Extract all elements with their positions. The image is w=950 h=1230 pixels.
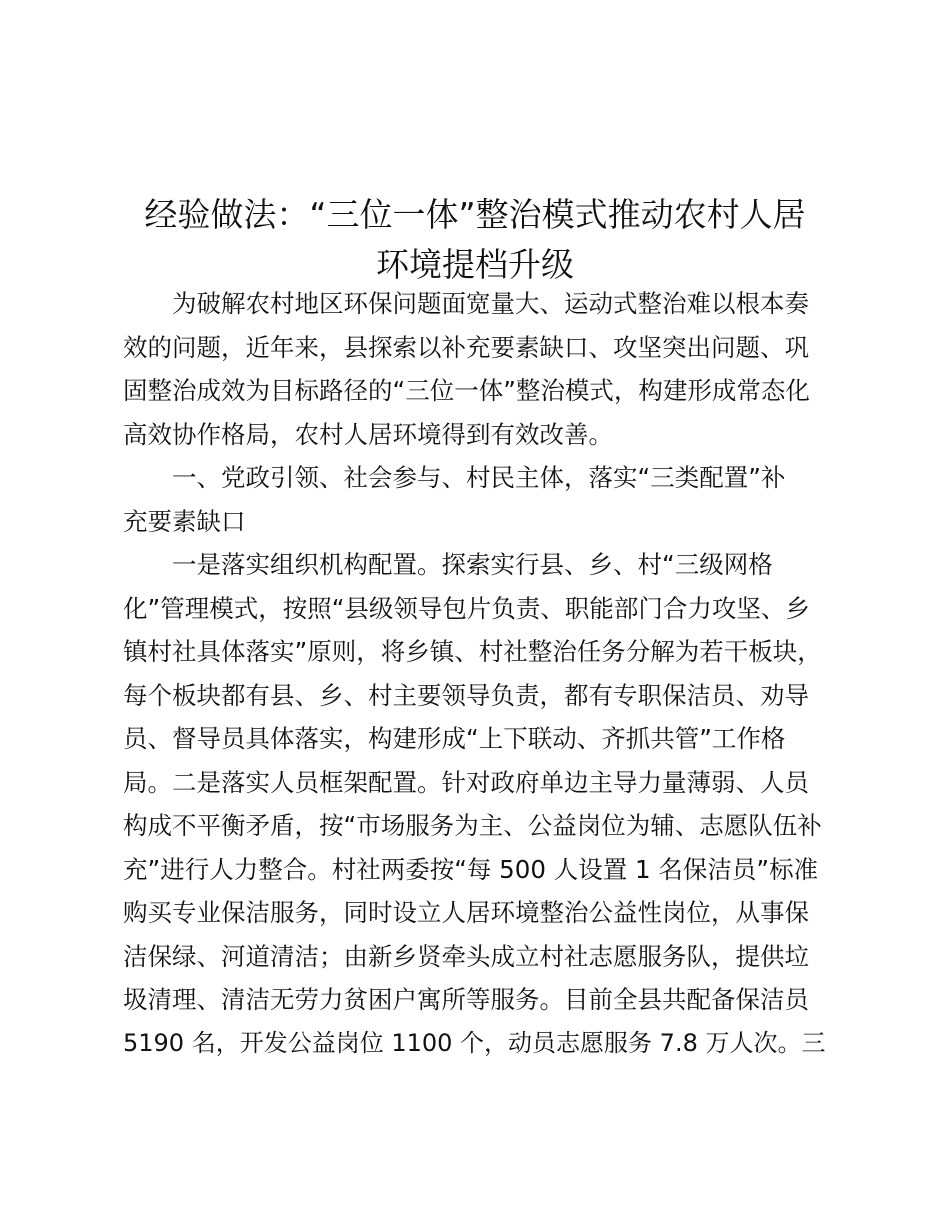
body-line: 化”管理模式，按照“县级领导包片负责、职能部门合力攻坚、乡 (123, 593, 810, 623)
body-line: 洁保绿、河道清洁；由新乡贤牵头成立村社志愿服务队，提供垃 (123, 941, 809, 971)
body-line: 镇村社具体落实”原则，将乡镇、村社整治任务分解为若干板块， (123, 637, 822, 666)
body-line: 充”进行人力整合。村社两委按“每 500 人设置 1 名保洁员”标准 (123, 854, 819, 884)
title-line-2: 环境提档升级 (376, 245, 574, 285)
section-heading-line: 一、党政引领、社会参与、村民主体，落实“三类配置”补 (172, 463, 786, 492)
body-line: 为破解农村地区环保问题面宽量大、运动式整治难以根本奏 (172, 289, 809, 318)
body-line: 圾清理、清洁无劳力贫困户寓所等服务。目前全县共配备保洁员 (123, 985, 809, 1014)
body-line: 固整治成效为目标路径的“三位一体”整治模式，构建形成常态化 (123, 376, 810, 405)
body-line: 高效协作格局，农村人居环境得到有效改善。 (123, 419, 613, 449)
body-line: 构成不平衡矛盾，按“市场服务为主、公益岗位为辅、志愿队伍补 (123, 811, 822, 840)
body-line: 购买专业保洁服务，同时设立人居环境整治公益性岗位，从事保 (123, 898, 809, 927)
document-body (123, 286, 833, 1069)
body-line: 局。二是落实人员框架配置。针对政府单边主导力量薄弱、人员 (123, 767, 809, 797)
body-line: 一是落实组织机构配置。探索实行县、乡、村“三级网格 (172, 550, 773, 579)
body-line: 5190 名，开发公益岗位 1100 个，动员志愿服务 7.8 万人次。三 (123, 1028, 826, 1057)
section-heading-line: 充要素缺口 (123, 506, 246, 536)
body-line: 每个板块都有县、乡、村主要领导负责，都有专职保洁员、劝导 (123, 680, 809, 710)
title-line-1: 经验做法：“三位一体”整治模式推动农村人居 (144, 195, 806, 235)
body-line: 员、督导员具体落实，构建形成“上下联动、齐抓共管”工作格 (123, 724, 786, 753)
body-line: 效的问题，近年来，县探索以补充要素缺口、攻坚突出问题、巩 (123, 332, 809, 362)
document-title (110, 190, 840, 290)
